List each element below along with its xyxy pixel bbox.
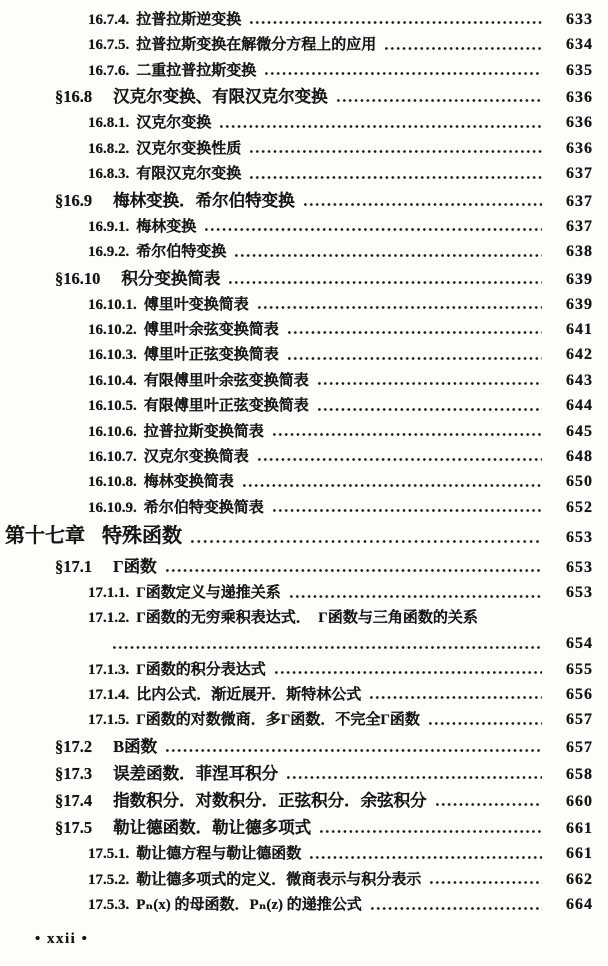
dot-leader: [257, 303, 542, 312]
entry-title: 特殊函数: [102, 525, 182, 548]
entry-title: Γ函数: [113, 557, 157, 577]
toc-entry: [0, 580, 608, 605]
toc-entry: [0, 841, 608, 866]
dot-leader: [272, 430, 542, 439]
entry-title: 有限傅里叶正弦变换简表: [143, 398, 309, 415]
entry-page: 653: [566, 559, 593, 577]
toc-entry: [0, 136, 608, 161]
page-footer: • xxii •: [35, 931, 89, 947]
entry-page: 661: [566, 845, 593, 863]
entry-title: 勒让德多项式的定义．微商表示与积分表示: [136, 871, 422, 888]
entry-title: 傅里叶余弦变换简表: [143, 322, 279, 339]
dot-leader: [336, 96, 542, 105]
entry-title: 指数积分．对数积分．正弦积分．余弦积分: [113, 791, 427, 811]
dot-leader: [384, 44, 542, 53]
entry-title: 有限汉克尔变换: [136, 166, 242, 183]
toc-entry: [0, 814, 608, 841]
entry-number: 16.10.2.: [88, 322, 137, 339]
entry-page: 639: [566, 295, 593, 313]
entry-number: 16.10.9.: [88, 499, 137, 516]
toc-entry: [0, 58, 608, 83]
entry-number: §17.2: [55, 736, 93, 756]
toc-entry: [0, 444, 608, 469]
dot-leader: [112, 643, 542, 652]
entry-number: 17.1.5.: [88, 712, 130, 729]
entry-page: 657: [566, 738, 593, 756]
toc-entry-continuation: [0, 631, 608, 656]
dot-leader: [165, 746, 542, 755]
toc-entry: [0, 892, 608, 917]
entry-title: 拉普拉斯逆变换: [136, 12, 242, 28]
dot-leader: [228, 278, 542, 287]
entry-title: 汉克尔变换: [136, 115, 212, 132]
dot-leader: [249, 147, 542, 156]
dot-leader: [249, 18, 542, 27]
toc-entry: [0, 7, 608, 32]
toc-entry: [0, 760, 608, 787]
dot-leader: [319, 827, 542, 836]
entry-title: 拉普拉斯变换简表: [143, 423, 264, 440]
entry-page: 660: [566, 793, 593, 811]
dot-leader: [435, 800, 542, 809]
dot-leader: [249, 173, 542, 182]
dot-leader: [257, 455, 542, 464]
dot-leader: [242, 481, 542, 490]
dot-leader: [303, 200, 542, 209]
entry-page: 653: [566, 529, 593, 547]
toc-entry: [0, 110, 608, 135]
entry-page: 638: [566, 243, 593, 261]
toc-entry: [0, 317, 608, 342]
entry-title: 傅里叶正弦变换简表: [143, 347, 279, 364]
entry-title: 误差函数．菲涅耳积分: [113, 763, 279, 783]
entry-title: 傅里叶变换简表: [143, 296, 249, 313]
entry-page: 637: [566, 217, 593, 235]
entry-number: 16.8.2.: [88, 140, 130, 157]
entry-number: 16.10.7.: [88, 449, 137, 466]
entry-title: 拉普拉斯变换在解微分方程上的应用: [136, 37, 377, 54]
dot-leader: [204, 225, 542, 234]
toc-entry: [0, 161, 608, 186]
entry-title: 梅林变换: [136, 218, 197, 235]
entry-number: 第十七章: [5, 525, 85, 548]
entry-number: 16.7.4.: [88, 12, 130, 28]
toc-list: [0, 7, 608, 918]
entry-page: 639: [566, 270, 593, 288]
dot-leader: [287, 354, 542, 363]
entry-number: 17.1.1.: [88, 585, 130, 602]
dot-leader: [286, 773, 542, 782]
entry-number: §17.5: [55, 818, 93, 838]
entry-page: 637: [566, 192, 593, 210]
entry-number: §16.9: [55, 190, 93, 210]
toc-entry: [0, 469, 608, 494]
entry-page: 634: [566, 36, 593, 54]
toc-entry: [0, 239, 608, 264]
dot-leader: [274, 668, 542, 677]
entry-title: 汉克尔变换、有限汉克尔变换: [113, 87, 328, 107]
entry-title: Γ函数的无穷乘积表达式． Γ函数与三角函数的关系: [136, 609, 478, 626]
entry-number: §17.3: [55, 763, 93, 783]
dot-leader: [428, 719, 542, 728]
entry-number: 16.9.2.: [88, 244, 130, 261]
entry-page: 642: [566, 346, 593, 364]
entry-page: 655: [566, 660, 593, 678]
entry-title: Γ函数的对数微商．多Γ函数．不完全Γ函数: [136, 712, 420, 729]
dot-leader: [317, 405, 542, 414]
entry-page: 664: [566, 896, 593, 914]
entry-number: 16.7.6.: [88, 62, 130, 79]
toc-entry: [0, 187, 608, 214]
dot-leader: [289, 592, 542, 601]
entry-title: 汉克尔变换性质: [136, 140, 242, 157]
entry-number: 16.10.1.: [88, 296, 137, 313]
toc-entry: [0, 83, 608, 110]
entry-page: 645: [566, 422, 593, 440]
entry-page: 644: [566, 397, 593, 415]
toc-entry: [0, 342, 608, 367]
entry-number: 16.8.3.: [88, 166, 130, 183]
entry-page: 635: [566, 61, 593, 79]
dot-leader: [264, 69, 542, 78]
entry-number: 16.10.3.: [88, 347, 137, 364]
entry-page: 650: [566, 473, 593, 491]
entry-number: 17.5.2.: [88, 871, 130, 888]
toc-entry: [0, 265, 608, 292]
dot-leader: [165, 566, 542, 575]
entry-title: 二重拉普拉斯变换: [136, 62, 257, 79]
entry-number: §17.4: [55, 791, 93, 811]
dot-leader: [369, 693, 542, 702]
entry-title: Γ函数定义与递推关系: [136, 585, 281, 602]
dot-leader: [190, 537, 542, 546]
entry-page: 636: [566, 89, 593, 107]
entry-page: 658: [566, 765, 593, 783]
toc-entry: [0, 787, 608, 814]
entry-page: 643: [566, 371, 593, 389]
entry-title: 梅林变换．希尔伯特变换: [113, 190, 295, 210]
toc-entry: [0, 606, 608, 631]
entry-number: 16.9.1.: [88, 218, 130, 235]
entry-page: 648: [566, 448, 593, 466]
entry-page: 653: [566, 584, 593, 602]
entry-page: 657: [566, 711, 593, 729]
dot-leader: [287, 328, 542, 337]
toc-entry: [0, 495, 608, 520]
entry-page: 637: [566, 165, 593, 183]
dot-leader: [309, 853, 542, 862]
entry-page: 641: [566, 321, 593, 339]
dot-leader: [370, 904, 542, 913]
entry-title: 有限傅里叶余弦变换简表: [143, 372, 309, 389]
toc-entry: [0, 733, 608, 760]
entry-title: Γ函数的积分表达式: [136, 661, 266, 678]
toc-entry: [0, 368, 608, 393]
entry-number: 17.1.2.: [88, 609, 130, 626]
entry-title: 勒让德方程与勒让德函数: [136, 846, 302, 863]
toc-entry: [0, 292, 608, 317]
entry-number: 16.8.1.: [88, 115, 130, 132]
toc-entry: [0, 867, 608, 892]
entry-number: 17.5.1.: [88, 846, 130, 863]
dot-leader: [429, 878, 542, 887]
entry-number: 17.1.3.: [88, 661, 130, 678]
entry-number: §17.1: [55, 557, 93, 577]
entry-title: 积分变换简表: [121, 268, 221, 288]
entry-number: 16.7.5.: [88, 37, 130, 54]
entry-number: 16.10.6.: [88, 423, 137, 440]
entry-number: §16.8: [55, 87, 93, 107]
entry-title: B函数: [113, 736, 158, 756]
toc-entry: [0, 682, 608, 707]
dot-leader: [317, 379, 542, 388]
entry-title: 希尔伯特变换: [136, 244, 227, 261]
toc-entry: [0, 214, 608, 239]
entry-title: 比内公式．渐近展开．斯特林公式: [136, 686, 362, 703]
toc-entry: [0, 707, 608, 732]
dot-leader: [272, 506, 542, 515]
entry-number: 16.10.4.: [88, 372, 137, 389]
entry-number: 17.5.3.: [88, 897, 130, 914]
entry-page: 633: [566, 11, 593, 28]
entry-title: 勒让德函数．勒让德多项式: [113, 818, 312, 838]
entry-title: 希尔伯特变换简表: [143, 499, 264, 516]
entry-page: 652: [566, 498, 593, 516]
entry-page: 661: [566, 820, 593, 838]
dot-leader: [219, 122, 542, 131]
entry-number: 17.1.4.: [88, 686, 130, 703]
toc-entry: [0, 393, 608, 418]
toc-entry: [0, 419, 608, 444]
entry-page: 636: [566, 114, 593, 132]
toc-entry: [0, 520, 608, 553]
entry-page: 654: [566, 635, 593, 653]
entry-title: 汉克尔变换简表: [143, 449, 249, 466]
entry-page: 662: [566, 870, 593, 888]
entry-number: 16.10.5.: [88, 398, 137, 415]
entry-number: 16.10.8.: [88, 474, 137, 491]
entry-page: 656: [566, 685, 593, 703]
dot-leader: [234, 251, 542, 260]
toc-entry: [0, 553, 608, 580]
entry-number: §16.10: [55, 268, 101, 288]
entry-page: 636: [566, 139, 593, 157]
toc-entry: [0, 657, 608, 682]
entry-title: 梅林变换简表: [143, 474, 234, 491]
toc-entry: [0, 32, 608, 57]
entry-title: Pₙ(x) 的母函数．Pₙ(z) 的递推公式: [136, 897, 362, 914]
